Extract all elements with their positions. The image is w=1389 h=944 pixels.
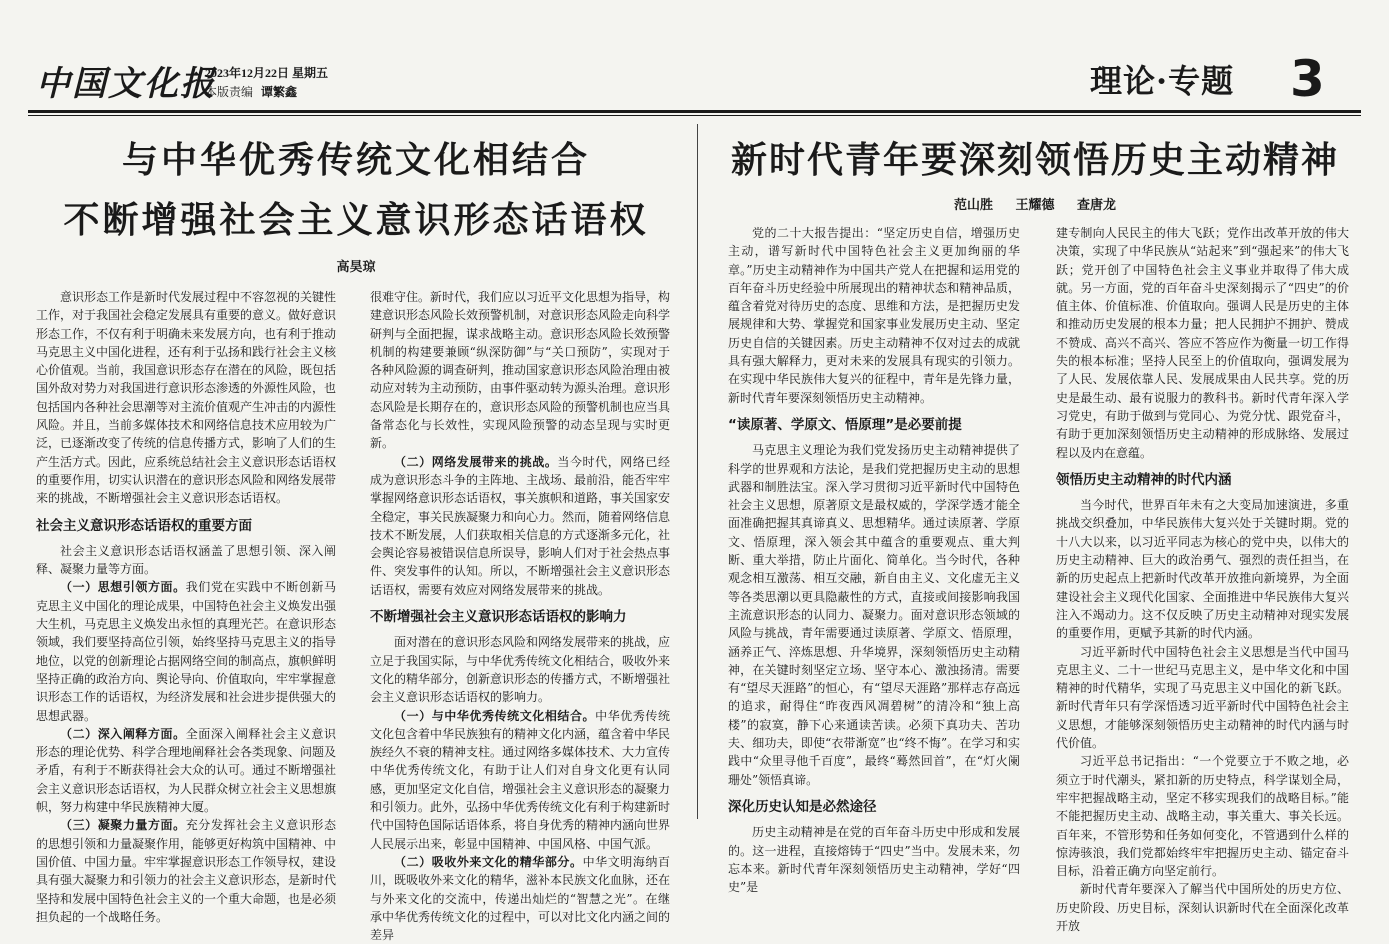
editor-name: 谭繁鑫 [261, 85, 298, 99]
section-heading: 不断增强社会主义意识形态话语权的影响力 [370, 609, 627, 626]
paragraph [370, 453, 670, 599]
paragraph: 面对潜在的意识形态风险和网络发展带来的挑战，应立足于我国实际，与中华优秀传统文化相结合，吸收外来文化的精华部分，创新意识形态的传播方式，不断增强社会主义意识形态话语权的影响力。 [370, 635, 671, 705]
left-article-title-line2: 不断增强社会主义意识形态话语权 [63, 199, 649, 241]
paragraph-lead: （二）网络发展带来的挑战。 [394, 454, 558, 469]
paragraph-lead: （一）思想引领方面。 [60, 580, 186, 595]
right-article-column-2 [1056, 224, 1349, 933]
section-heading: 深化历史认知是必然途径 [728, 798, 877, 815]
paragraph-text: 全面深入阐释社会主义意识形态的理论优势、科学合理地阐释社会各类现象、问题及矛盾，有利于不断获得社会大众的认可。通过不断增强社会主义意识形态话语权，为人民群众树立社会主义思想旗帜，努力构建中华民族精神大厦。 [36, 726, 337, 815]
left-article-author: 高昊琼 [336, 260, 376, 275]
author-name: 王耀德 [1015, 198, 1055, 213]
right-article-authors [710, 194, 1360, 213]
paragraph: 马克思主义理论为我们党发扬历史主动精神提供了科学的世界观和方法论，是我们党把握历史主动的思想武器和制胜法宝。深入学习贯彻习近平新时代中国特色社会主义思想，原著原文是最权威的，学深学透才能全面准确把握其真谛真义、思想精华。通过读原著、学原文、悟原理，深入领会其中蕴含的重要观点、重大判断、重大举措，防止片面化、简单化。当今时代，各种观念相互激荡、相互交融，新自由主义、文化虚无主义等各类思潮以更具隐蔽性的方式，直接或间接影响我国主流意识形态的认同力、凝聚力。面对意识形态领域的风险与挑战，青年需要通过读原著、学原文、悟原理，涵养正气、淬炼思想、升华境界，深刻领悟历史主动精神，在关键时刻坚定立场、坚守本心、激浊扬清。需要有“望尽天涯路”的恒心，有“望尽天涯路”那样志存高远的追求，耐得住“昨夜西风凋碧树”的清冷和“独上高楼”的寂寞，静下心来通读苦读。必须下真功夫、苦功夫、细功夫，即使“衣带渐宽”也“终不悔”。在学习和实践中“众里寻他千百度”，最终“蓦然回首”，在“灯火阑珊处”领悟真谛。 [728, 443, 1020, 787]
paragraph [36, 578, 336, 724]
right-article-column-1 [728, 224, 1020, 895]
paragraph: 习近平新时代中国特色社会主义思想是当代中国马克思主义、二十一世纪马克思主义，是中华文化和中国精神的时代精华，实现了马克思主义中国化的新飞跃。新时代青年只有学深悟透习近平新时代中国特色社会主义思想，才能够深刻领悟历史主动精神的时代内涵与时代价值。 [1056, 644, 1349, 751]
section-heading: “读原著、学原文、悟原理”是必要前提 [728, 416, 962, 433]
section-heading: 社会主义意识形态话语权的重要方面 [36, 517, 252, 534]
author-name: 查唐龙 [1077, 198, 1117, 213]
author-name: 范山胜 [953, 198, 993, 213]
paragraph-text: 充分发挥社会主义意识形态的思想引领和力量凝聚作用，能够更好构筑中国精神、中国价值、中国力量。牢牢掌握意识形态工作领导权，建设具有强大凝聚力和引领力的社会主义意识形态，是新时代坚持和发展中国特色社会主义的一个重大命题，也是必须担负起的一个战略任务。 [36, 818, 337, 924]
paragraph: 建专制向人民民主的伟大飞跃；党作出改革开放的伟大决策，实现了中华民族从“站起来”到“强起来”的伟大飞跃；党开创了中国特色社会主义事业并取得了伟大成就。另一方面，党的百年奋斗史深刻揭示了“四史”的价值主体、价值标准、价值取向。强调人民是历史的主体和推动历史发展的根本力量；把人民拥护不拥护、赞成不赞成、高兴不高兴、答应不答应作为衡量一切工作得失的根本标准；坚持人民至上的价值取向，强调发展为了人民、发展依靠人民、发展成果由人民共享。党的历史是最生动、最有说服力的教科书。新时代青年深入学习党史，有助于做到与党同心、为党分忧、跟党奋斗，有助于更加深刻领悟历史主动精神的形成脉络、发展过程以及内在意蕴。 [1056, 226, 1349, 460]
header-rule [28, 110, 1361, 113]
paragraph-text: 中华文明海纳百川，既吸收外来文化的精华，滋补本民族文化血脉，还在与外来文化的交流中，传递出灿烂的“智慧之光”。在继承中华优秀传统文化的过程中，可以对比文化内涵之间的差异 [370, 854, 671, 943]
masthead [0, 0, 1389, 112]
paragraph [36, 816, 336, 926]
left-article-title-line1: 与中华优秀传统文化相结合 [121, 139, 590, 181]
paragraph [36, 725, 336, 816]
paragraph: 社会主义意识形态话语权涵盖了思想引领、深入阐释、凝聚力量等方面。 [36, 543, 336, 577]
paragraph: 党的二十大报告提出：“坚定历史自信，增强历史主动，谱写新时代中国特色社会主义更加绚丽的华章。”历史主动精神作为中国共产党人在把握和运用党的百年奋斗历史经验中所展现出的精神状态和精神品质，蕴含着党对待历史的态度、思维和方法，是把握历史发展规律和大势、掌握党和国家事业发展历史主动、坚定历史自信的关键因素。历史主动精神不仅对过去的成就具有强大解释力，更对未来的发展具有现实的引领力。在实现中华民族伟大复兴的征程中，青年是先锋力量，新时代青年要深刻领悟历史主动精神。 [728, 226, 1020, 405]
paragraph [370, 853, 670, 944]
section-title: 理论·专题 [1090, 62, 1235, 100]
left-article-column-2 [370, 288, 671, 943]
section-heading: 领悟历史主动精神的时代内涵 [1056, 471, 1232, 488]
editor-label: 本版责编 [205, 85, 254, 99]
paragraph: 新时代青年要深入了解当代中国所处的历史方位、历史阶段、历史目标，深刻认识新时代在全面深化改革开放 [1056, 882, 1349, 933]
left-article-column-1 [36, 288, 337, 924]
paragraph-lead: （二）吸收外来文化的精华部分。 [394, 854, 583, 869]
paragraph-text: 我们党在实践中不断创新马克思主义中国化的理论成果，中国特色社会主义焕发出强大生机，马克思主义焕发出永恒的真理光芒。在意识形态领域，我们要坚持高位引领，始终坚持马克思主义的指导地位，以党的创新理论占据网络空间的制高点，旗帜鲜明坚持正确的政治方向、舆论导向、价值取向，牢牢掌握意识形态工作的话语权，为经济发展和社会进步提供强大的思想武器。 [36, 580, 337, 723]
right-article-title: 新时代青年要深刻领悟历史主动精神 [730, 139, 1339, 181]
issue-date: 2023年12月22日 星期五 [205, 66, 329, 80]
paragraph-text: 中华优秀传统文化包含着中华民族独有的精神文化内涵，蕴含着中华民族经久不衰的精神支柱。通过网络多媒体技术、大力宣传中华优秀传统文化，有助于让人们对自身文化更有认同感，更加坚定文化自信，增强社会主义意识形态的凝聚力和引领力。此外，弘扬中华优秀传统文化有利于构建新时代中国特色国际话语体系，将自身优秀的精神内涵向世界人民展示出来，彰显中国精神、中国风格、中国气派。 [370, 708, 671, 851]
paragraph-lead: （二）深入阐释方面。 [60, 726, 186, 741]
paragraph: 意识形态工作是新时代发展过程中不容忽视的关键性工作，对于我国社会稳定发展具有重要的意义。做好意识形态工作，不仅有利于明确未来发展方向，也有利于推动马克思主义中国化进程，还有利于弘扬和践行社会主义核心价值观。当前，我国意识形态存在潜在的风险，既包括国外敌对势力对我国进行意识形态渗透的外源性风险，也包括国内各种社会思潮等对主流价值观产生冲击的内源性风险。并且，当前多媒体技术和网络信息技术应用较为广泛，已逐渐改变了传统的信息传播方式，影响了人们的生产生活方式。因此，应系统总结社会主义意识形态话语权的重要作用，切实认识潜在的意识形态风险和网络发展带来的挑战，不断增强社会主义意识形态话语权。 [36, 290, 337, 506]
page-number: 3 [1290, 50, 1325, 108]
paragraph [370, 707, 670, 853]
paragraph: 很难守住。新时代，我们应以习近平文化思想为指导，构建意识形态风险长效预警机制，对意识形态风险走向科学研判与全面把握，谋求战略主动。意识形态风险长效预警机制的构建要兼顾“纵深防御”与“关口预防”，实现对于各种风险源的调查研判，推动国家意识形态风险治理由被动应对转为主动预防，由事件驱动转为源头治理。意识形态风险是长期存在的，意识形态风险的预警机制也应当具备常态化与长效性，实现风险预警的动态呈现与实时更新。 [370, 290, 671, 451]
newspaper-logo: 中国文化报 [36, 64, 216, 104]
paragraph-text: 当今时代，网络已经成为意识形态斗争的主阵地、主战场、最前沿，能否牢牢掌握网络意识形态话语权，事关旗帜和道路，事关国家安全稳定，事关民族凝聚力和向心力。然而，随着网络信息技术不断发展，人们获取相关信息的方式逐渐多元化，社会舆论容易被错误信息所误导，影响人们对于社会热点事件、突发事件的认知。所以，不断增强社会主义意识形态话语权，需要有效应对网络发展带来的挑战。 [370, 454, 671, 597]
paragraph-lead: （一）与中华优秀传统文化相结合。 [394, 708, 596, 723]
paragraph: 当今时代，世界百年未有之大变局加速演进，多重挑战交织叠加，中华民族伟大复兴处于关键时期。党的十八大以来，以习近平同志为核心的党中央，以伟大的历史主动精神、巨大的政治勇气、强烈的责任担当，在新的历史起点上把新时代改革开放推向新境界，为全面建设社会主义现代化国家、全面推进中华民族伟大复兴注入不竭动力。这不仅反映了历史主动精神对现实发展的重要作用，更赋予其新的时代内涵。 [1056, 498, 1349, 641]
header-rule-thin [28, 115, 1361, 116]
paragraph: 习近平总书记指出：“一个党要立于不败之地，必须立于时代潮头，紧扣新的历史特点，科学谋划全局，牢牢把握战略主动，坚定不移实现我们的战略目标。”能不能把握历史主动、战略主动，事关重大、事关长远。百年来，不管形势和任务如何变化，不管遇到什么样的惊涛骇浪，我们党都始终牢牢把握历史主动、锚定奋斗目标，沿着正确方向坚定前行。 [1056, 754, 1349, 879]
paragraph: 历史主动精神是在党的百年奋斗历史中形成和发展的。这一进程，直接熔铸于“四史”当中。发展未来，勿忘本来。新时代青年深刻领悟历史主动精神，学好“四史”是 [728, 825, 1020, 895]
paragraph-lead: （三）凝聚力量方面。 [60, 818, 186, 833]
editor-line [205, 83, 297, 100]
